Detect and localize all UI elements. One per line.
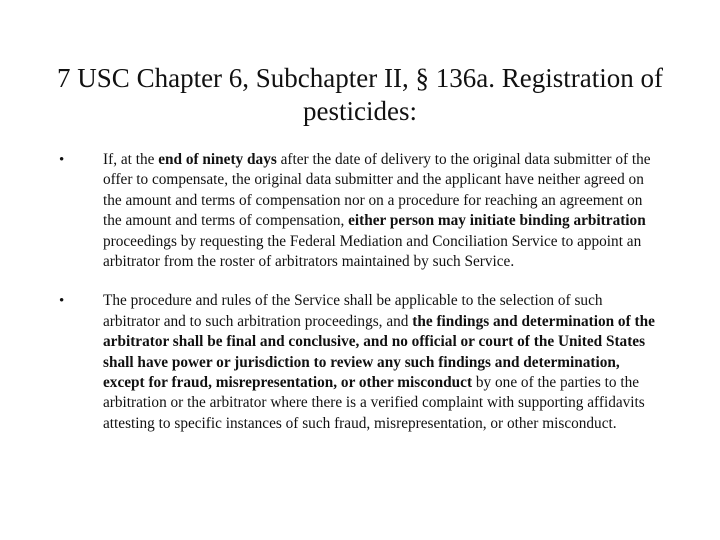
- bold-text-segment: either person may initiate binding arbitration: [348, 212, 646, 230]
- bold-text-segment: the findings and determination of the arbitrator shall be final and conclusive, and no official or court of the United States shall have power or jurisdiction to review any such findings and determination, except for fraud, misrepresentation, or other misconduct: [103, 312, 655, 392]
- bullet-marker: •: [59, 293, 65, 310]
- text-segment: proceedings by requesting the Federal Mediation and Conciliation Service to appoint an arbitrator from the roster of arbitrators maintained by such Service.: [103, 232, 642, 271]
- slide-title: 7 USC Chapter 6, Subchapter II, § 136a. Registration of pesticides:: [57, 63, 663, 126]
- text-segment: after the date of delivery to the original data submitter of the offer to compensate, the original data submitter and the applicant have neither agreed on the amount and terms of compensation nor on a procedure for reaching an agreement on the amount and terms of compensation,: [103, 151, 651, 230]
- text-segment: by one of the parties to the arbitration or the arbitrator where there is a verified complaint with supporting affidavits attesting to specific instances of such fraud, misrepresentation, or other misconduct.: [103, 374, 645, 432]
- bullet-marker: •: [59, 152, 65, 168]
- text-segment: If, at the: [103, 151, 159, 168]
- bullet-list: [0, 150, 720, 434]
- bold-text-segment: end of ninety days: [158, 151, 277, 168]
- bullet-text: [103, 292, 655, 431]
- text-segment: The procedure and rules of the Service shall be applicable to the selection of such arbitrator and to such arbitration proceedings, and: [103, 292, 603, 330]
- bullet-item: [0, 150, 663, 272]
- bullet-item: [0, 291, 663, 434]
- bullet-text: [103, 151, 651, 270]
